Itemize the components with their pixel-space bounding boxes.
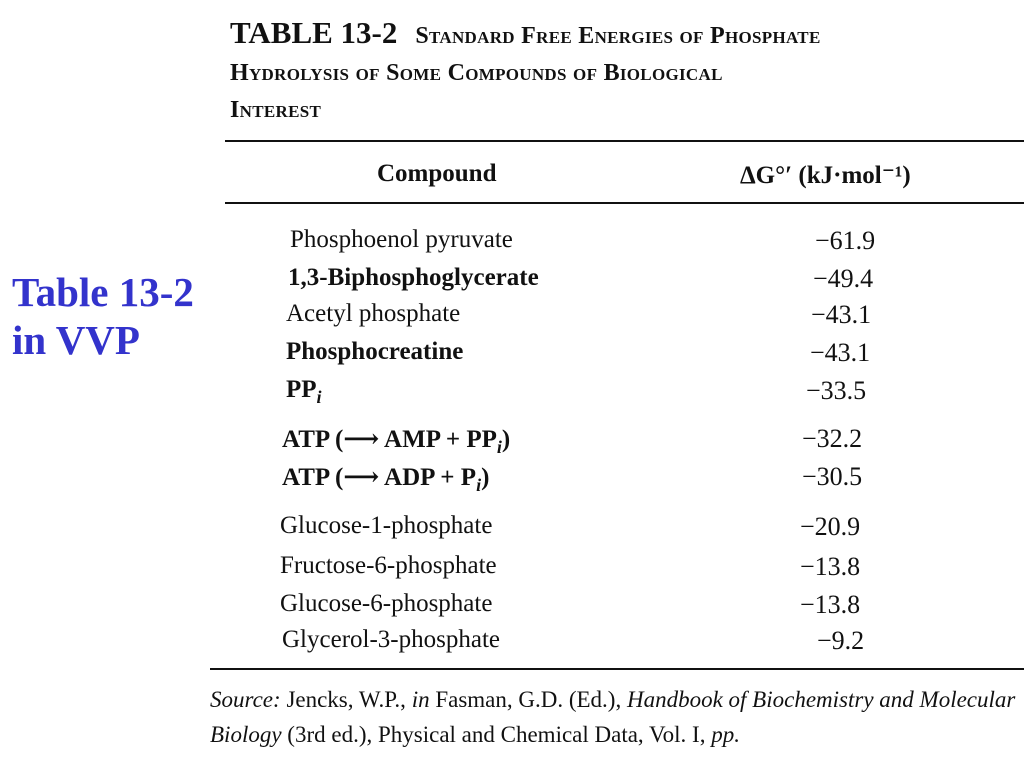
- slide-label-line-2: in VVP: [12, 317, 140, 363]
- energy-value: −20.9: [800, 512, 861, 541]
- energy-value: −13.8: [800, 552, 861, 581]
- energy-value: −33.5: [806, 376, 867, 405]
- source-citation: Source: Jencks, W.P., in Fasman, G.D. (Ed.), Handbook of Biochemistry and Molecular Biology (3rd ed.), Physical and Chemical Data, Vol. I, pp.: [210, 687, 1016, 747]
- table-title: [230, 14, 1020, 129]
- table-header-rule: [225, 202, 1024, 204]
- energy-value: −30.5: [802, 462, 863, 491]
- compound-name: 1,3-Biphosphoglycerate: [288, 264, 539, 291]
- compound-column-header: Compound: [377, 160, 497, 187]
- table-title-line-1: Standard Free Energies of Phosphate: [415, 23, 821, 49]
- energy-value: −9.2: [817, 626, 865, 655]
- book-title-cont: and Molecular Biology: [210, 687, 1016, 747]
- book-title: Handbook of Biochemistry: [626, 687, 874, 712]
- compound-name: Phosphoenol pyruvate: [290, 226, 513, 253]
- energy-column-header: ΔG°′ (kJ·mol⁻¹): [740, 162, 911, 189]
- energy-value: −13.8: [800, 590, 861, 619]
- table-number: TABLE 13-2: [230, 15, 398, 50]
- energy-value: −43.1: [811, 300, 872, 329]
- energy-value: −61.9: [815, 226, 876, 255]
- compound-name: ATP (⟶ ADP + $P_i$): [282, 464, 490, 495]
- table-title-line-2: Hydrolysis of Some Compounds of Biological: [230, 60, 723, 86]
- table-top-rule: [225, 140, 1024, 142]
- energy-value: −43.1: [810, 338, 871, 367]
- slide-label: [12, 268, 194, 364]
- slide-label-line-1: Table 13-2: [12, 269, 194, 315]
- compound-name: ATP (⟶ AMP + $PP_i$): [282, 426, 511, 457]
- compound-name: Phosphocreatine: [286, 338, 464, 365]
- energy-value: −32.2: [802, 424, 863, 453]
- compound-name: Glycerol-3-phosphate: [282, 626, 500, 653]
- compound-name: Fructose-6-phosphate: [280, 552, 497, 579]
- table-title-line-3: Interest: [230, 97, 322, 123]
- compound-name: Glucose-1-phosphate: [280, 512, 493, 539]
- compound-name: Acetyl phosphate: [286, 300, 461, 327]
- source-label: Source:: [210, 687, 281, 712]
- compound-name: Glucose-6-phosphate: [280, 590, 493, 617]
- table-bottom-rule: [210, 668, 1024, 670]
- energy-value: −49.4: [813, 264, 874, 293]
- compound-name: $PP_i$: [286, 376, 322, 407]
